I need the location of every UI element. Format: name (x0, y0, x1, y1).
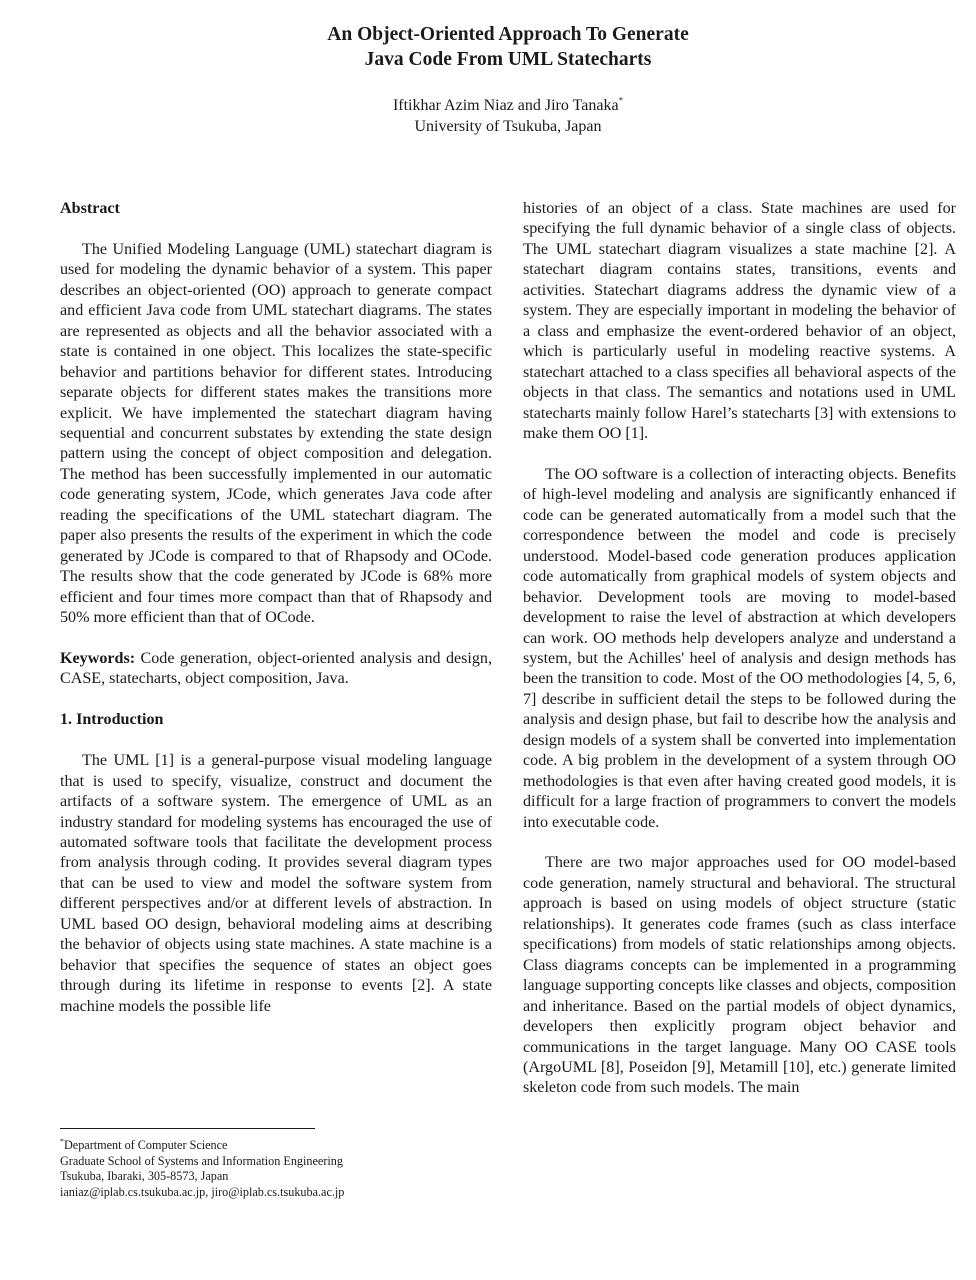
left-column (60, 199, 492, 1017)
author-block (0, 95, 976, 137)
footnote-line-2: Graduate School of Systems and Information Engineering (60, 1153, 343, 1168)
paper-title (0, 22, 976, 72)
footnote-department: Department of Computer Science (64, 1138, 228, 1152)
keywords-label: Keywords: (60, 649, 136, 667)
footnote-line-1 (60, 1138, 480, 1154)
title-line-2: Java Code From UML Statecharts (364, 49, 652, 70)
authors-text: Iftikhar Azim Niaz and Jiro Tanaka (392, 97, 619, 114)
title-line-1: An Object-Oriented Approach To Generate (327, 24, 689, 45)
keywords-text: Code generation, object-oriented analysis and design, CASE, statecharts, object composition, Java. (60, 649, 492, 688)
intro-paragraph-1: The UML [1] is a general-purpose visual modeling language that is used to specify, visualize, construct and document the artifacts of a software system. The emergence of UML as an industry standard for modeling systems has encouraged the use of automated software tools that facilitate the development process from analysis through coding. It provides several diagram types that can be used to view and model the software system from different perspectives and/or at different levels of abstraction. In UML based OO design, behavioral modeling aims at describing the behavior of objects using state machines. A state machine is a behavior that specifies the sequence of states an object goes through during its lifetime in response to events [2]. A state machine models the possible life (60, 752, 492, 1015)
footnote-line-3: Tsukuba, Ibaraki, 305-8573, Japan (60, 1169, 229, 1183)
abstract-text: The Unified Modeling Language (UML) statechart diagram is used for modeling the dynamic behavior of a system. This paper describes an object-oriented (OO) approach to generate compact and efficient Java code from UML statechart diagrams. The states are represented as objects and all the behavior associated with a state is contained in one object. This localizes the state-specific behavior and partitions behavior for different states. Introducing separate objects for different states makes the transitions more explicit. We have implemented the statechart diagram having sequential and concurrent substates by extending the state design pattern using the concept of object composition and delegation. The method has been successfully implemented in our automatic code generating system, JCode, which generates Java code after reading the specifications of the UML statechart diagram. The paper also presents the results of the experiment in which the code generated by JCode is compared to that of Rhapsody and OCode. The results show that the code generated by JCode is 68% more efficient and four times more compact than that of Rhapsody and 50% more efficient than that of OCode. (60, 240, 492, 627)
author-footnote-marker: * (618, 95, 624, 106)
footnote-emails: ianiaz@iplab.cs.tsukuba.ac.jp, jiro@iplab.cs.tsukuba.ac.jp (60, 1184, 345, 1199)
intro-paragraph-3: There are two major approaches used for OO model-based code generation, namely structural and behavioral. The structural approach is based on using models of object structure (static relationships). It generates code frames (such as class interface specifications) from models of static relationships among objects. Class diagrams concepts can be implemented in a programming language supporting concepts like classes and objects, composition and inheritance. Based on the partial models of object dynamics, developers then explicitly program object behavior and communications in the target language. Many OO CASE tools (ArgoUML [8], Poseidon [9], Metamill [10], etc.) generate limited skeleton code from such models. The main (523, 854, 956, 1097)
intro-paragraph-1-continued: histories of an object of a class. State machines are used for specifying the full dynamic behavior of a single class of objects. The UML statechart diagram visualizes a state machine [2]. A statechart diagram contains states, transitions, events and activities. Statechart diagrams address the dynamic view of a system. They are especially important in modeling the behavior of a class and emphasize the event-ordered behavior of an object, which is particularly useful in modeling reactive systems. A statechart attached to a class specifies all behavioral aspects of the objects in that class. The semantics and notations used in UML statecharts mainly follow Harel’s statecharts [3] with extensions to make them OO [1]. (523, 200, 956, 442)
author-names (0, 95, 976, 116)
footnote-rule (60, 1128, 315, 1129)
right-column (523, 199, 956, 1099)
keywords-paragraph (60, 649, 492, 690)
affiliation: University of Tsukuba, Japan (414, 118, 602, 135)
introduction-heading: 1. Introduction (60, 711, 164, 729)
footnote-marker: * (60, 1136, 64, 1146)
abstract-heading: Abstract (60, 200, 120, 217)
footnote (60, 1138, 480, 1200)
intro-paragraph-2: The OO software is a collection of interacting objects. Benefits of high-level modeling and analysis are significantly enhanced if code can be generated automatically from a model such that the correspondence between the model and code is precisely understood. Model-based code generation produces application code automatically from graphical models of system objects and behavior. Development tools are moving to model-based development to raise the level of abstraction at which developers can work. OO methods help developers analyze and understand a system, but the Achilles' heel of analysis and design methods has been the transition to code. Most of the OO methodologies [4, 5, 6, 7] describe in sufficient detail the steps to be followed during the analysis and design phase, but fail to describe how the analysis and design models of a system shall be converted into implementation code. A big problem in the development of a system through OO methodologies is that even after having created good models, it is difficult for a large fraction of programmers to convert the models into executable code. (523, 465, 956, 831)
